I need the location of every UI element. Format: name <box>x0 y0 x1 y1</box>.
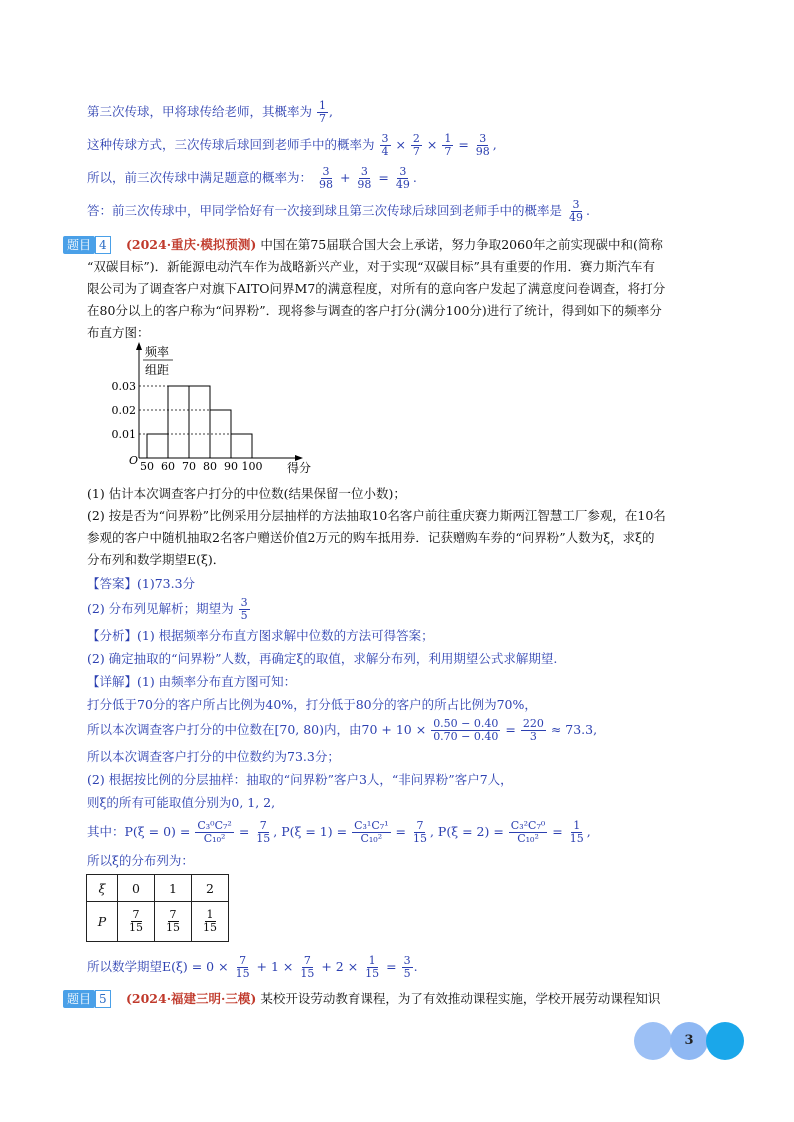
fraction: $\frac{1}{15}$ <box>569 819 584 845</box>
y-tick-label: 0.03 <box>111 380 136 393</box>
histogram-bar <box>168 386 189 458</box>
text: 所以本次调查客户打分的中位数在[70, 80)内，由70 + 10 × <box>87 722 427 737</box>
tag-number: 5 <box>95 990 111 1008</box>
distribution-table <box>86 874 229 942</box>
fraction: $\frac{2}{7}$ <box>412 132 420 158</box>
fraction: $\frac{3}{49}$ <box>395 165 410 191</box>
text: , P(ξ = 1) = <box>273 824 348 839</box>
fraction: $\frac{3}{98}$ <box>475 132 490 158</box>
detail-line-1: 【详解】(1) 由频率分布直方图可知： <box>87 674 297 689</box>
fraction: $\frac{3}{5}$ <box>403 954 411 980</box>
solution-line-4: 答：前三次传球中，甲同学恰好有一次接到球且第三次传球后球回到老师手中的概率是 $\frac{3}{49}$ . <box>87 198 590 224</box>
question-tag-5 <box>63 990 111 1008</box>
text: 所以数学期望E(ξ) = 0 × <box>87 959 229 974</box>
page-bubble-dark <box>706 1022 744 1060</box>
text: , P(ξ = 2) = <box>429 824 504 839</box>
text: 中国在第75届联合国大会上承诺，努力争取2060年之前实现碳中和(简称 <box>260 237 663 252</box>
table-row <box>87 875 229 902</box>
fraction: $\frac{1}{15}$ <box>203 908 217 934</box>
fraction: $\frac{1}{7}$ <box>444 132 452 158</box>
fraction: $\frac{1}{7}$ <box>319 99 326 125</box>
fraction: $\frac{7}{15}$ <box>166 908 180 934</box>
text: 这种传球方式，三次传球后球回到老师手中的概率为 <box>87 137 375 152</box>
tag-label: 题目 <box>63 236 95 254</box>
x-tick-label: 100 <box>241 460 263 473</box>
fraction: $\frac{7}{15}$ <box>300 954 315 980</box>
table-cell <box>155 902 192 942</box>
x-tick-label: 90 <box>224 460 238 473</box>
fraction: $\frac{1}{15}$ <box>365 954 380 980</box>
detail-line-5: (2) 根据按比例的分层抽样：抽取的“问界粉”客户3人，“非问界粉”客户7人， <box>87 772 513 787</box>
text: 某校开设劳动教育课程，为了有效推动课程实施，学校开展劳动课程知识 <box>260 991 661 1006</box>
frequency-histogram <box>95 342 315 474</box>
page-bubble-light <box>634 1022 672 1060</box>
question-tag-4 <box>63 236 111 254</box>
text: (2) 分布列见解析；期望为 <box>87 601 234 616</box>
detail-line-7: 其中：P(ξ = 0) = $\frac{\text{C₃⁰C₇²}}{\text{C₁₀²}}$ = $\frac{7}{15}$ , P(ξ = 1) = $\frac{\text{C₃¹C₇¹}}{\text{C₁₀²}}$ = $\frac{7}{15}$ , P(ξ = 2) = $\frac{\text{C₃²C₇⁰}}{\text{C₁₀²}}$ = $\frac{1}{15}$ , <box>87 819 591 845</box>
q4-question-2b: 参观的客户中随机抽取2名客户赠送价值2万元的购车抵用券．记获赠购车券的“问界粉”人数为ξ，求ξ的 <box>87 530 655 545</box>
text: 所以，前三次传球中满足题意的概率为： <box>87 170 313 185</box>
fraction: $\frac{\text{C₃¹C₇¹}}{\text{C₁₀²}}$ <box>354 819 389 845</box>
x-axis-label: 得分 <box>287 461 312 474</box>
text: 答：前三次传球中，甲同学恰好有一次接到球且第三次传球后球回到老师手中的概率是 <box>87 203 563 218</box>
fraction: $\frac{3}{98}$ <box>319 165 333 191</box>
detail-line-3 <box>87 718 597 743</box>
q4-para-line-3: 限公司为了调查客户对旗下AITO问界M7的满意程度，对所有的意向客户发起了满意度问卷调查，将打分 <box>87 281 666 296</box>
table-cell <box>118 902 155 942</box>
detail-line-6: 则ξ的所有可能取值分别为0, 1, 2, <box>87 795 276 810</box>
histogram-bar <box>147 434 168 458</box>
q4-para-line-5: 布直方图： <box>87 325 150 340</box>
y-axis-label-bottom: 组距 <box>145 363 170 377</box>
detail-line-9: 所以数学期望E(ξ) = 0 × $\frac{7}{15}$ + 1 × $\frac{7}{15}$ + 2 × $\frac{1}{15}$ = $\frac{3}{5}$ . <box>87 954 418 980</box>
detail-line-2: 打分低于70分的客户所占比例为40%，打分低于80分的客户的所占比例为70%， <box>87 697 537 712</box>
table-cell <box>192 902 229 942</box>
fraction: $\frac{220}{3}$ <box>522 717 544 743</box>
y-axis-arrow <box>136 342 142 350</box>
x-tick-label: 70 <box>182 460 196 473</box>
fraction: $\frac{\text{C₃²C₇⁰}}{\text{C₁₀²}}$ <box>510 819 546 845</box>
table-row <box>87 902 229 942</box>
tag-label: 题目 <box>63 990 95 1008</box>
y-axis-label-top: 频率 <box>145 345 170 359</box>
table-cell: 0 <box>118 875 155 902</box>
text: 第三次传球，甲将球传给老师，其概率为 <box>87 104 313 119</box>
fraction: $\frac{3}{5}$ <box>240 596 248 622</box>
tag-number: 4 <box>95 236 111 254</box>
text: 其中：P(ξ = 0) = <box>87 824 191 839</box>
histogram-bar <box>231 434 252 458</box>
fraction: $\frac{7}{15}$ <box>412 819 427 845</box>
fraction: $\frac{\text{C₃⁰C₇²}}{\text{C₁₀²}}$ <box>197 819 232 845</box>
q4-para-line-4: 在80分以上的客户称为“问界粉”．现将参与调查的客户打分(满分100分)进行了统计，得到如下的频率分 <box>87 303 662 318</box>
histogram-bar <box>189 386 210 458</box>
fraction: $\frac{3}{4}$ <box>381 132 389 158</box>
analysis-line-2: (2) 确定抽取的“问界粉”人数，再确定ξ的取值，求解分布列，利用期望公式求解期望. <box>87 651 558 666</box>
q4-para-line-2: “双碳目标”)．新能源电动汽车作为战略新兴产业，对于实现“双碳目标”具有重要的作用．赛力斯汽车有 <box>87 259 655 274</box>
detail-line-4: 所以本次调查客户打分的中位数约为73.3分； <box>87 749 340 764</box>
fraction: $\frac{3}{98}$ <box>357 165 372 191</box>
question-source: (2024·重庆·模拟预测) <box>126 237 257 252</box>
fraction: $\frac{3}{49}$ <box>569 198 583 224</box>
q4-para-line-1 <box>126 236 663 254</box>
text: ≈ 73.3, <box>550 722 598 737</box>
text: = <box>505 722 516 737</box>
origin-label: O <box>129 454 139 467</box>
q4-question-1: (1) 估计本次调查客户打分的中位数(结果保留一位小数)； <box>87 486 406 501</box>
solution-line-3: 所以，前三次传球中满足题意的概率为： $\frac{3}{98}$ + $\frac{3}{98}$ = $\frac{3}{49}$ . <box>87 165 417 191</box>
page-number: 3 <box>684 1033 694 1048</box>
q4-question-2a: (2) 按是否为“问界粉”比例采用分层抽样的方法抽取10名客户前往重庆赛力斯两江智慧工厂参观，在10名 <box>87 508 666 523</box>
answer-line-2 <box>87 597 251 622</box>
fraction: $\frac{7}{15}$ <box>235 954 250 980</box>
x-tick-label: 60 <box>161 460 175 473</box>
x-tick-label: 50 <box>140 460 154 473</box>
solution-line-2: 这种传球方式，三次传球后球回到老师手中的概率为 $\frac{3}{4}$ × $\frac{2}{7}$ × $\frac{1}{7}$ = $\frac{3}{98}$ , <box>87 132 497 158</box>
analysis-line-1: 【分析】(1) 根据频率分布直方图求解中位数的方法可得答案； <box>87 628 434 643</box>
y-tick-label: 0.01 <box>111 428 136 441</box>
table-cell: P <box>87 902 118 942</box>
table-cell: 1 <box>155 875 192 902</box>
detail-line-8: 所以ξ的分布列为： <box>87 853 194 868</box>
q5-para-line-1 <box>126 990 660 1008</box>
solution-line-1: 第三次传球，甲将球传给老师，其概率为 $\frac{1}{7}$ , <box>87 99 333 125</box>
y-tick-label: 0.02 <box>111 404 136 417</box>
x-tick-label: 80 <box>203 460 217 473</box>
question-source: (2024·福建三明·三模) <box>126 991 257 1006</box>
table-cell: 2 <box>192 875 229 902</box>
fraction: $\frac{7}{15}$ <box>256 819 271 845</box>
table-cell: ξ <box>87 875 118 902</box>
answer-line-1: 【答案】(1)73.3分 <box>87 576 196 591</box>
q4-question-2c: 分布列和数学期望E(ξ)． <box>87 552 226 567</box>
fraction: $\frac{7}{15}$ <box>129 908 143 934</box>
fraction: $\frac{0.50 - 0.40}{0.70 - 0.40}$ <box>433 717 499 743</box>
